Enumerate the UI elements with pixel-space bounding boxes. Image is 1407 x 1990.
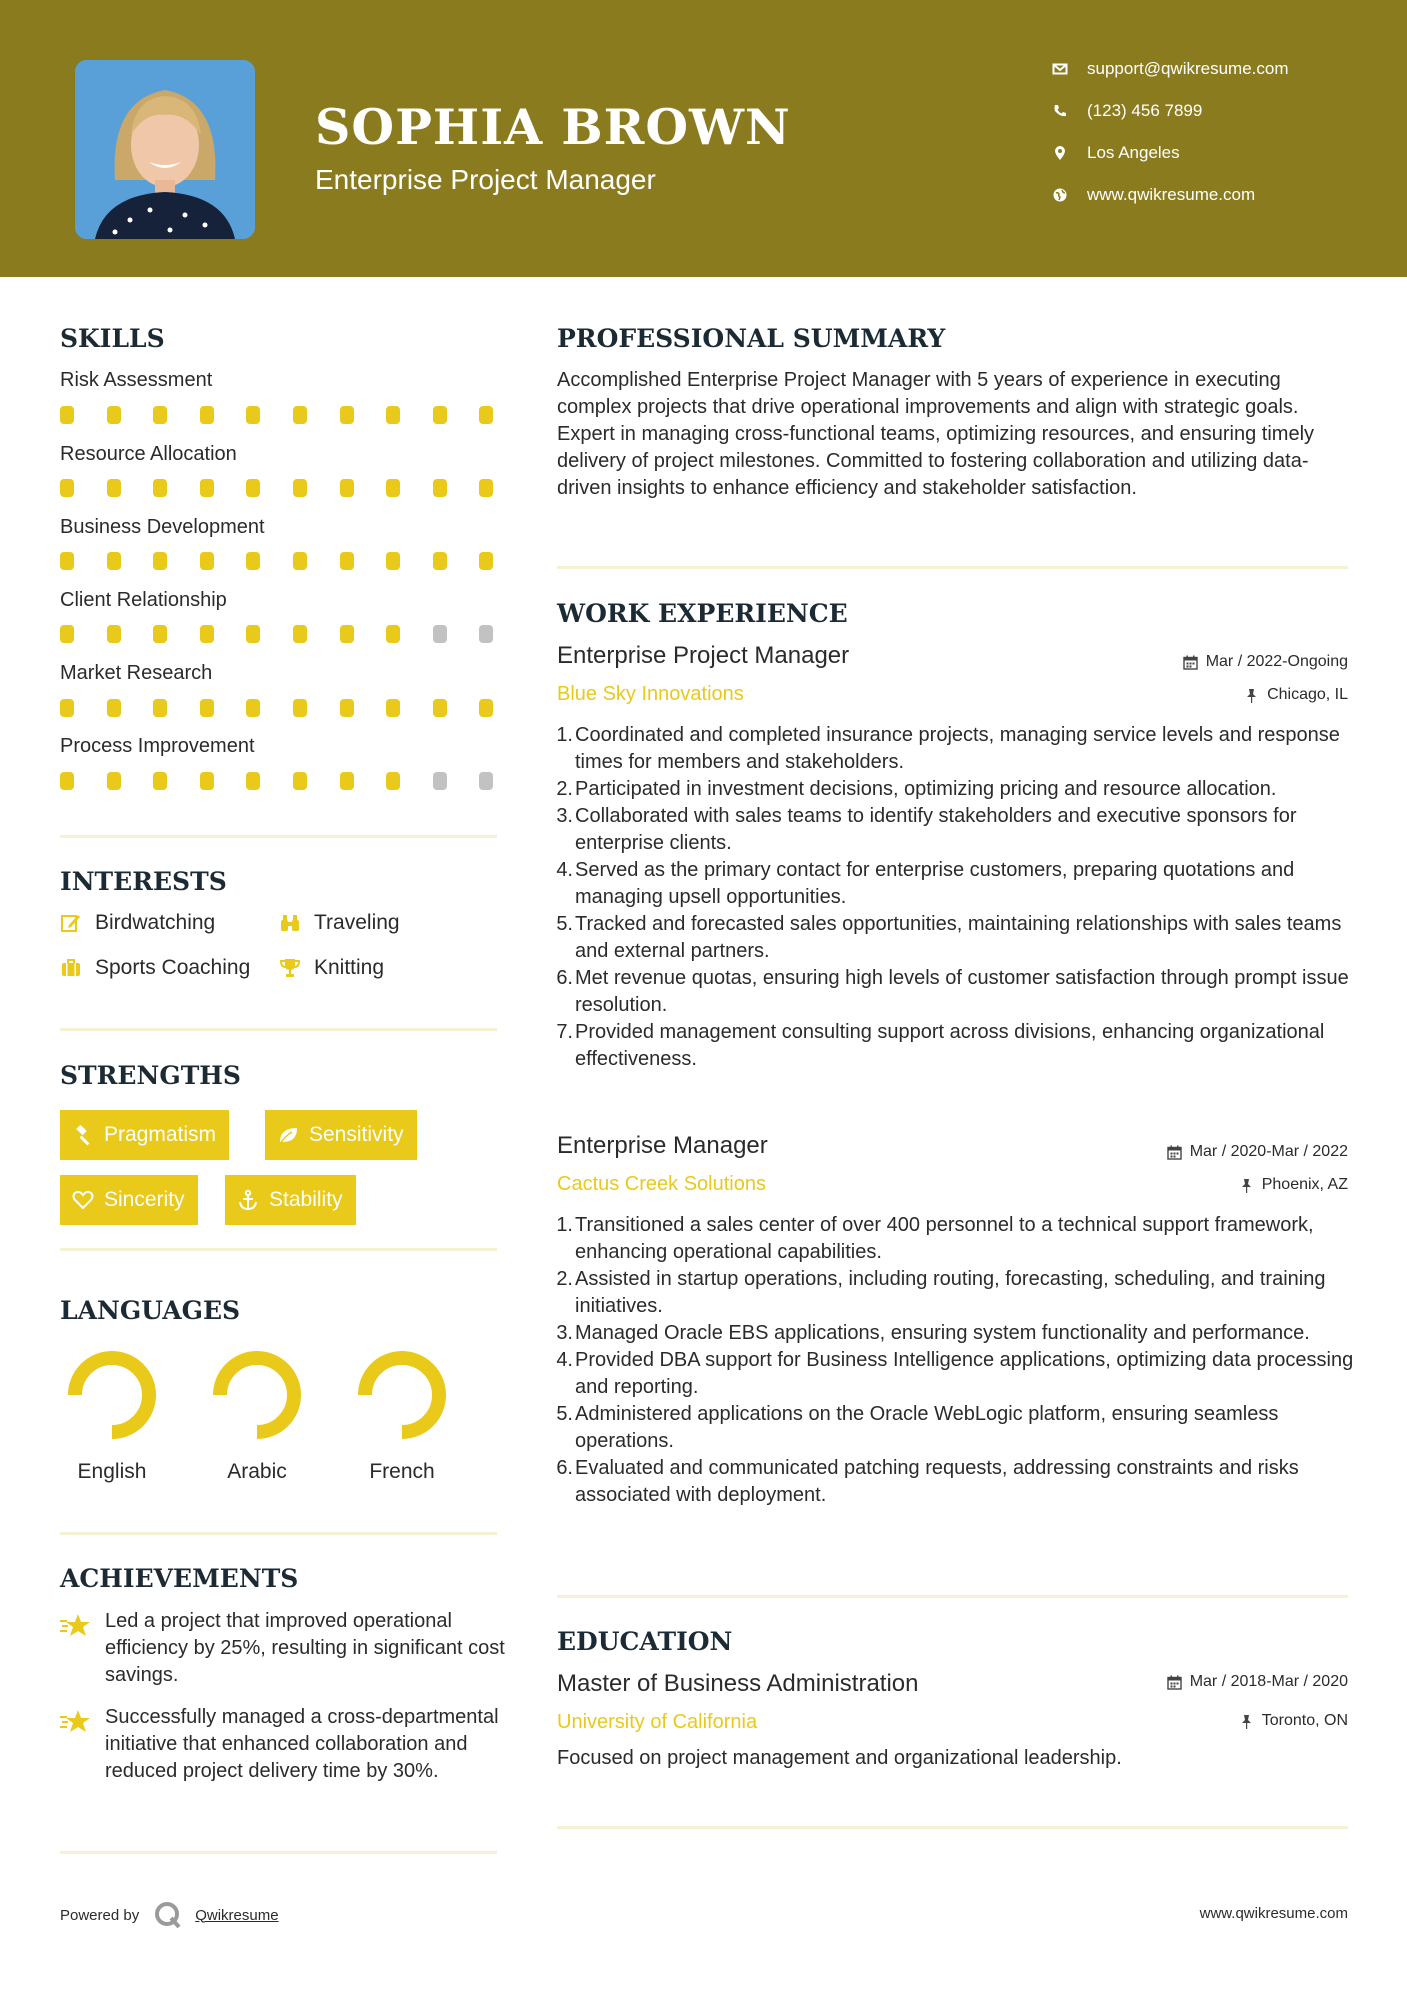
skill-dot [293, 772, 307, 790]
calendar-icon [1183, 655, 1198, 670]
language-label: French [369, 1460, 435, 1483]
interest-item [60, 911, 215, 935]
summary-text: Accomplished Enterprise Project Manager with 5 years of experience in executing complex projects that drive operational improvements and align with strategic goals. Expert in managing cross-functional teams, optimizing resources, and ensuring timely delivery of project milestones. Committed to fostering collaboration and utilizing data-driven insights to enhance efficiency and stakeholder satisfaction. [557, 369, 1315, 499]
briefcase-icon [60, 957, 82, 979]
phone-icon [1050, 101, 1070, 121]
language-gauge [67, 1350, 157, 1440]
skill-dot [200, 479, 214, 497]
contact-website-text: www.qwikresume.com [1087, 185, 1256, 204]
qwikresume-logo-icon [153, 1900, 183, 1930]
skill-dot [60, 552, 74, 570]
location-pin-icon [1050, 143, 1070, 163]
bullet-number: 4. [556, 1349, 573, 1371]
strength-label: Pragmatism [104, 1123, 217, 1146]
education-location [1239, 1712, 1348, 1730]
interests-title: INTERESTS [60, 867, 227, 896]
skill-dot [386, 699, 400, 717]
interest-label: Knitting [314, 956, 385, 979]
skill-dot [479, 552, 493, 570]
bullet-number: 5. [556, 1403, 573, 1425]
section-divider [557, 566, 1348, 569]
pushpin-icon [1239, 1178, 1254, 1193]
skill-dot [153, 772, 167, 790]
bullet-text: Transitioned a sales center of over 400 personnel to a technical support framework, enhancing operational capabilities. [575, 1214, 1314, 1263]
bullet-text: Administered applications on the Oracle WebLogic platform, ensuring seamless operations. [575, 1403, 1279, 1452]
bullet-text: Participated in investment decisions, optimizing pricing and resource allocation. [575, 778, 1277, 800]
job-dates [1183, 653, 1348, 671]
skill-dot [153, 552, 167, 570]
interest-label: Traveling [314, 911, 400, 934]
job-dates-text: Mar / 2022-Ongoing [1205, 653, 1348, 670]
job-bullet [557, 1320, 1357, 1347]
job-bullet [557, 1455, 1357, 1509]
contact-email[interactable] [1050, 54, 1390, 84]
skill-dot [60, 699, 74, 717]
experience-title: WORK EXPERIENCE [557, 599, 848, 628]
skill-dot [107, 552, 121, 570]
degree-title: Master of Business Administration [557, 1670, 919, 1697]
binoculars-icon [279, 912, 301, 934]
bullet-text: Served as the primary contact for enterprise customers, preparing quotations and managing upsell opportunities. [575, 859, 1295, 908]
skill-dot [433, 699, 447, 717]
job-bullet [557, 1401, 1357, 1455]
skill-dot [340, 406, 354, 424]
bullet-text: Tracked and forecasted sales opportunities, maintaining relationships with sales teams and external partners. [575, 913, 1342, 962]
skill-dot [479, 406, 493, 424]
interest-label: Birdwatching [95, 911, 216, 934]
skill-dot [479, 479, 493, 497]
interest-item [279, 956, 384, 980]
section-divider [60, 1248, 497, 1251]
skill-dot [340, 625, 354, 643]
skill-dot [60, 406, 74, 424]
language-gauge-arc [75, 1358, 149, 1432]
skill-dot [479, 699, 493, 717]
job-bullet [557, 1347, 1357, 1401]
gavel-icon [72, 1124, 94, 1146]
skill-rating [60, 772, 500, 790]
skill-dot [107, 406, 121, 424]
bullet-text: Evaluated and communicated patching requests, addressing constraints and risks associated with deployment. [575, 1457, 1299, 1506]
skill-dot [386, 406, 400, 424]
bullet-text: Collaborated with sales teams to identify stakeholders and executive sponsors for enterprise clients. [575, 805, 1297, 854]
interest-label: Sports Coaching [95, 956, 251, 979]
job-title: Enterprise Manager [557, 1132, 768, 1159]
skill-label: Process Improvement [60, 735, 255, 757]
bullet-text: Met revenue quotas, ensuring high levels of customer satisfaction through prompt issue resolution. [575, 967, 1349, 1016]
education-dates [1167, 1673, 1348, 1691]
bullet-number: 4. [556, 859, 573, 881]
calendar-icon [1167, 1145, 1182, 1160]
job-bullet [557, 803, 1357, 857]
contact-website[interactable] [1050, 180, 1390, 210]
job-location [1244, 686, 1348, 704]
skill-dot [200, 406, 214, 424]
skill-rating [60, 625, 500, 643]
job-dates-text: Mar / 2020-Mar / 2022 [1189, 1143, 1348, 1160]
language-gauge-arc [220, 1358, 294, 1432]
bullet-number: 7. [556, 1021, 573, 1043]
candidate-name: SOPHIA BROWN [315, 98, 791, 156]
interest-item [279, 911, 400, 935]
globe-icon [1050, 185, 1070, 205]
achievements-title: ACHIEVEMENTS [60, 1564, 299, 1593]
resume-header [0, 0, 1407, 277]
language-gauge [357, 1350, 447, 1440]
bullet-text: Provided DBA support for Business Intelligence applications, optimizing data processing and reporting. [575, 1349, 1354, 1398]
school-name: University of California [557, 1711, 758, 1733]
bullet-number: 5. [556, 913, 573, 935]
job-bullet [557, 965, 1357, 1019]
skill-dot [293, 552, 307, 570]
skill-dot [200, 772, 214, 790]
skill-dot [60, 772, 74, 790]
interest-item [60, 956, 250, 980]
bullet-number: 6. [556, 967, 573, 989]
job-dates [1167, 1143, 1348, 1161]
skill-dot [386, 625, 400, 643]
section-divider [557, 1595, 1348, 1598]
education-title: EDUCATION [557, 1627, 733, 1656]
skill-dot [293, 406, 307, 424]
company-name: Blue Sky Innovations [557, 683, 744, 705]
skills-title: SKILLS [60, 324, 165, 353]
job-bullet [557, 776, 1357, 803]
section-divider [60, 1028, 497, 1031]
job-bullet [557, 722, 1357, 776]
skill-dot [246, 699, 260, 717]
section-divider [60, 1532, 497, 1535]
skill-dot [479, 625, 493, 643]
job-bullets [557, 722, 1357, 1073]
skill-dot [153, 625, 167, 643]
skill-label: Market Research [60, 662, 213, 684]
bullet-text: Provided management consulting support across divisions, enhancing organizational effectiveness. [575, 1021, 1325, 1070]
strength-badge [225, 1175, 356, 1225]
skill-dot [386, 552, 400, 570]
skill-rating [60, 479, 500, 497]
heart-icon [72, 1189, 94, 1211]
footer-powered-by [60, 1900, 279, 1930]
skill-dot [386, 772, 400, 790]
job-bullet [557, 1266, 1357, 1320]
skill-dot [433, 406, 447, 424]
company-name: Cactus Creek Solutions [557, 1173, 766, 1195]
pushpin-icon [1244, 688, 1259, 703]
skill-dot [246, 479, 260, 497]
bullet-text: Assisted in startup operations, including routing, forecasting, scheduling, and training initiatives. [575, 1268, 1326, 1317]
strengths-title: STRENGTHS [60, 1061, 241, 1090]
skill-dot [340, 552, 354, 570]
bullet-number: 2. [556, 778, 573, 800]
job-title: Enterprise Project Manager [557, 642, 850, 669]
contact-phone-text: (123) 456 7899 [1087, 101, 1203, 120]
star-icon [60, 1612, 92, 1640]
bullet-text: Managed Oracle EBS applications, ensuring system functionality and performance. [575, 1322, 1310, 1344]
skill-rating [60, 699, 500, 717]
language-gauge [212, 1350, 302, 1440]
job-location-text: Phoenix, AZ [1261, 1176, 1348, 1193]
job-bullet [557, 1212, 1357, 1266]
job-bullet [557, 1019, 1357, 1073]
section-divider [557, 1826, 1348, 1829]
skill-dot [200, 552, 214, 570]
strength-label: Stability [269, 1188, 343, 1211]
education-location-text: Toronto, ON [1261, 1712, 1348, 1729]
strength-badge [265, 1110, 417, 1160]
language-gauge-arc [365, 1358, 439, 1432]
skill-dot [107, 625, 121, 643]
skill-dot [340, 479, 354, 497]
skill-dot [153, 699, 167, 717]
job-bullets [557, 1212, 1357, 1509]
skill-rating [60, 406, 500, 424]
skill-label: Client Relationship [60, 589, 227, 611]
language-label: Arabic [227, 1460, 287, 1483]
skill-dot [153, 406, 167, 424]
candidate-role: Enterprise Project Manager [315, 164, 656, 195]
skill-dot [60, 625, 74, 643]
skill-dot [107, 479, 121, 497]
education-dates-text: Mar / 2018-Mar / 2020 [1189, 1673, 1348, 1690]
profile-photo-illustration [75, 60, 255, 239]
bullet-number: 2. [556, 1268, 573, 1290]
skill-dot [479, 772, 493, 790]
job-location-text: Chicago, IL [1267, 686, 1348, 703]
language-label: English [77, 1460, 147, 1483]
bullet-number: 6. [556, 1457, 573, 1479]
skill-label: Risk Assessment [60, 369, 213, 391]
contact-location-text: Los Angeles [1087, 143, 1180, 162]
skill-dot [246, 552, 260, 570]
trophy-icon [279, 957, 301, 979]
profile-photo [75, 60, 255, 239]
skill-dot [433, 552, 447, 570]
calendar-icon [1167, 1675, 1182, 1690]
skill-dot [107, 772, 121, 790]
skill-label: Resource Allocation [60, 443, 237, 465]
anchor-icon [237, 1189, 259, 1211]
powered-by-text: Powered by [60, 1906, 140, 1924]
education-description: Focused on project management and organizational leadership. [557, 1747, 1122, 1769]
job-location [1239, 1176, 1348, 1194]
star-icon [60, 1708, 92, 1736]
bullet-number: 3. [556, 805, 573, 827]
bullet-number: 3. [556, 1322, 573, 1344]
strength-label: Sincerity [104, 1188, 185, 1211]
section-divider [60, 1851, 497, 1854]
skill-dot [293, 479, 307, 497]
skill-dot [433, 479, 447, 497]
skill-dot [386, 479, 400, 497]
skill-dot [246, 772, 260, 790]
skill-dot [293, 699, 307, 717]
bullet-number: 1. [556, 724, 573, 746]
skill-dot [246, 406, 260, 424]
envelope-icon [1050, 59, 1070, 79]
contact-email-text: support@qwikresume.com [1087, 59, 1289, 78]
skill-label: Business Development [60, 516, 265, 538]
job-bullet [557, 857, 1357, 911]
skill-dot [60, 479, 74, 497]
summary-title: PROFESSIONAL SUMMARY [557, 324, 946, 353]
skill-rating [60, 552, 500, 570]
skill-dot [107, 699, 121, 717]
leaf-icon [277, 1124, 299, 1146]
achievement-text: Successfully managed a cross-departmental initiative that enhanced collaboration and reduced project delivery time by 30%. [105, 1706, 499, 1782]
pushpin-icon [1239, 1714, 1254, 1729]
achievement-text: Led a project that improved operational efficiency by 25%, resulting in significant cost savings. [105, 1610, 505, 1686]
footer-website[interactable]: www.qwikresume.com [1199, 1905, 1348, 1922]
brand-link[interactable]: Qwikresume [195, 1906, 279, 1924]
bullet-number: 1. [556, 1214, 573, 1236]
skill-dot [340, 699, 354, 717]
language-item [197, 1350, 317, 1483]
skill-dot [200, 699, 214, 717]
languages-title: LANGUAGES [60, 1296, 241, 1325]
skill-dot [293, 625, 307, 643]
contact-location [1050, 138, 1390, 168]
bullet-text: Coordinated and completed insurance projects, managing service levels and response times for members and stakeholders. [575, 724, 1340, 773]
language-item [52, 1350, 172, 1483]
pencil-note-icon [60, 912, 82, 934]
skill-dot [200, 625, 214, 643]
skill-dot [340, 772, 354, 790]
skill-dot [433, 772, 447, 790]
contact-phone[interactable] [1050, 96, 1390, 126]
section-divider [60, 835, 497, 838]
strength-badge [60, 1110, 229, 1160]
strength-badge [60, 1175, 198, 1225]
language-item [342, 1350, 462, 1483]
skill-dot [153, 479, 167, 497]
skill-dot [433, 625, 447, 643]
job-bullet [557, 911, 1357, 965]
skill-dot [246, 625, 260, 643]
strength-label: Sensitivity [309, 1123, 404, 1146]
